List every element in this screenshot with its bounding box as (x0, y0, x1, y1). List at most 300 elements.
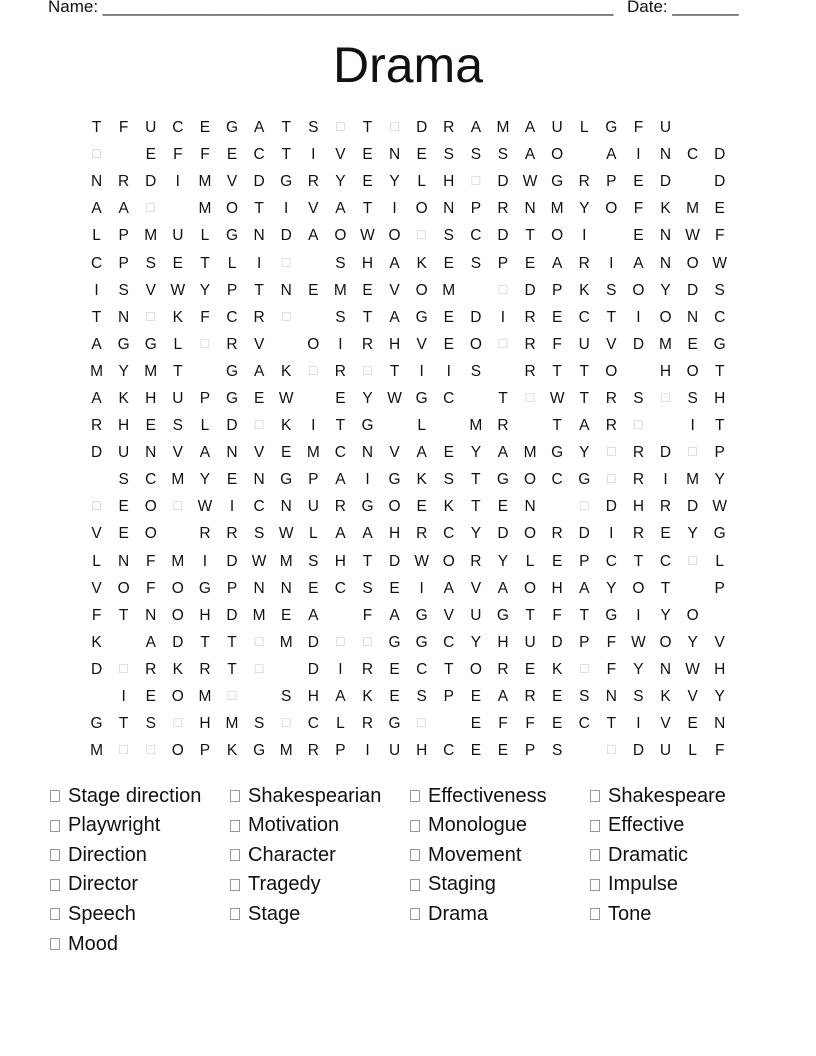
grid-letter: T (200, 254, 210, 272)
grid-letter: G (551, 444, 564, 462)
grid-letter: O (524, 525, 537, 543)
grid-letter: N (145, 606, 157, 624)
empty-box-glyph (679, 548, 706, 575)
grid-letter: T (525, 227, 535, 245)
grid-blank (598, 222, 625, 249)
grid-letter: O (524, 579, 537, 597)
grid-letter: A (497, 688, 509, 706)
grid-letter: V (145, 281, 156, 299)
word-label: Shakespeare (608, 784, 726, 807)
word-list-item[interactable] (50, 929, 118, 959)
word-list-item[interactable] (410, 781, 547, 811)
grid-letter: P (308, 471, 319, 489)
grid-letter: A (91, 200, 102, 218)
grid-letter: F (606, 660, 617, 678)
grid-letter: E (145, 146, 156, 164)
grid-letter: H (361, 254, 374, 272)
checkbox-icon[interactable] (590, 908, 600, 920)
grid-letter: O (415, 200, 428, 218)
grid-letter: C (687, 146, 699, 164)
grid-letter: E (551, 715, 563, 733)
grid-letter: D (687, 498, 699, 516)
grid-letter: A (497, 579, 509, 597)
grid-letter: S (714, 281, 725, 299)
grid-row (83, 358, 733, 385)
grid-letter: W (685, 227, 700, 245)
grid-letter: P (714, 579, 725, 597)
word-list-item[interactable] (230, 811, 339, 841)
grid-letter: S (470, 254, 482, 272)
empty-box-glyph (625, 412, 652, 439)
grid-letter: T (714, 362, 725, 380)
grid-letter: R (443, 119, 455, 137)
grid-letter: E (633, 173, 644, 191)
grid-letter: K (172, 308, 183, 326)
checkbox-icon[interactable] (590, 820, 600, 832)
word-label: Direction (68, 843, 147, 866)
word-list-item[interactable] (50, 840, 147, 870)
word-list-item[interactable] (230, 870, 321, 900)
checkbox-icon[interactable] (410, 820, 420, 832)
grid-row (83, 141, 733, 168)
grid-letter: E (443, 335, 454, 353)
grid-letter: R (416, 525, 428, 543)
grid-row (83, 493, 733, 520)
grid-letter: Y (362, 389, 373, 407)
grid-letter: U (470, 606, 482, 624)
grid-letter: I (284, 200, 289, 218)
word-list-item[interactable] (590, 811, 684, 841)
grid-letter: G (361, 498, 374, 516)
grid-letter: T (606, 308, 617, 326)
grid-letter: T (362, 119, 373, 137)
empty-box-glyph (273, 304, 300, 331)
grid-blank (625, 358, 652, 385)
word-label: Mood (68, 932, 119, 955)
grid-letter: D (714, 173, 726, 191)
grid-letter: K (551, 660, 563, 678)
word-list-item[interactable] (410, 840, 521, 870)
grid-letter: M (90, 362, 103, 380)
grid-letter: I (636, 308, 641, 326)
checkbox-icon[interactable] (50, 820, 60, 832)
grid-letter: I (690, 417, 695, 435)
grid-blank (300, 250, 327, 277)
grid-letter: P (443, 688, 454, 706)
grid-letter: E (281, 606, 292, 624)
grid-letter: G (496, 606, 509, 624)
grid-letter: F (118, 119, 129, 137)
grid-letter: D (632, 742, 645, 760)
grid-letter: I (338, 335, 343, 353)
grid-row (83, 385, 733, 412)
grid-letter: W (360, 227, 375, 245)
grid-letter: A (335, 688, 346, 706)
grid-letter: Y (579, 200, 590, 218)
grid-letter: V (253, 335, 265, 353)
word-label: Character (248, 843, 336, 866)
grid-letter: G (578, 471, 591, 489)
grid-letter: T (552, 362, 562, 380)
grid-letter: U (145, 119, 157, 137)
grid-letter: I (609, 525, 614, 543)
word-list-item[interactable] (50, 781, 201, 811)
grid-letter: I (121, 688, 126, 706)
grid-letter: E (687, 335, 698, 353)
grid-letter: D (497, 227, 509, 245)
grid-letter: T (118, 606, 129, 624)
grid-letter: N (90, 173, 103, 191)
grid-letter: M (279, 742, 293, 760)
grid-letter: E (362, 146, 373, 164)
grid-letter: O (171, 742, 184, 760)
grid-blank (273, 656, 300, 683)
grid-letter: R (361, 335, 374, 353)
grid-letter: G (90, 715, 103, 733)
grid-letter: V (389, 281, 400, 299)
grid-letter: S (118, 281, 129, 299)
grid-letter: G (713, 335, 726, 353)
grid-letter: W (631, 633, 646, 651)
grid-letter: E (660, 525, 671, 543)
checkbox-icon[interactable] (230, 790, 240, 802)
grid-letter: D (280, 227, 292, 245)
grid-letter: G (253, 742, 266, 760)
grid-letter: T (579, 362, 589, 380)
grid-letter: E (281, 444, 292, 462)
grid-letter: O (144, 525, 157, 543)
grid-letter: H (714, 660, 726, 678)
grid-letter: W (522, 173, 538, 191)
checkbox-icon[interactable] (230, 908, 240, 920)
grid-letter: F (498, 715, 508, 733)
grid-letter: K (579, 281, 590, 299)
grid-row (83, 412, 733, 439)
word-list-item[interactable] (50, 870, 138, 900)
grid-letter: M (198, 200, 212, 218)
grid-letter: T (606, 715, 617, 733)
grid-letter: Y (579, 444, 590, 462)
word-label: Tone (608, 902, 652, 925)
grid-letter: T (281, 119, 291, 137)
word-list-item[interactable] (410, 899, 488, 929)
empty-box-glyph (652, 385, 679, 412)
checkbox-icon[interactable] (50, 790, 60, 802)
empty-box-glyph (598, 439, 625, 466)
grid-letter: O (388, 227, 401, 245)
grid-letter: O (524, 471, 537, 489)
grid-letter: N (253, 471, 265, 489)
grid-letter: C (714, 308, 726, 326)
grid-letter: D (632, 335, 645, 353)
grid-letter: M (171, 471, 185, 489)
word-list-item[interactable] (590, 840, 688, 870)
word-list-item[interactable] (230, 840, 336, 870)
grid-letter: K (443, 498, 454, 516)
empty-box-glyph (83, 141, 110, 168)
grid-letter: P (199, 742, 211, 760)
grid-letter: M (252, 606, 266, 624)
grid-letter: R (199, 660, 211, 678)
word-label: Tragedy (248, 873, 321, 896)
grid-letter: U (172, 389, 184, 407)
word-label: Playwright (68, 814, 161, 837)
word-list-item[interactable] (50, 811, 160, 841)
checkbox-icon[interactable] (590, 879, 600, 891)
grid-letter: U (172, 227, 184, 245)
grid-letter: G (280, 471, 293, 489)
grid-blank (300, 385, 327, 412)
grid-letter: V (253, 444, 265, 462)
word-list-item[interactable] (590, 781, 726, 811)
grid-letter: A (416, 444, 427, 462)
grid-letter: E (308, 579, 319, 597)
checkbox-icon[interactable] (50, 849, 60, 861)
grid-letter: E (551, 552, 563, 570)
grid-letter: E (145, 688, 156, 706)
grid-letter: I (582, 227, 587, 245)
grid-blank (273, 331, 300, 358)
grid-letter: U (307, 498, 319, 516)
checkbox-icon[interactable] (590, 849, 600, 861)
grid-letter: H (307, 688, 319, 706)
grid-letter: A (308, 606, 319, 624)
grid-letter: F (200, 146, 210, 164)
grid-letter: V (714, 633, 725, 651)
grid-blank (517, 412, 544, 439)
grid-letter: S (335, 308, 346, 326)
grid-letter: T (227, 633, 237, 651)
grid-letter: O (605, 200, 618, 218)
grid-letter: C (443, 742, 455, 760)
grid-letter: O (171, 688, 184, 706)
grid-letter: C (90, 254, 103, 272)
grid-letter: S (470, 362, 482, 380)
grid-letter: E (714, 200, 725, 218)
grid-letter: P (118, 227, 129, 245)
grid-letter: I (419, 362, 424, 380)
empty-box-glyph (246, 629, 273, 656)
grid-letter: S (362, 579, 373, 597)
grid-letter: A (91, 335, 102, 353)
grid-letter: K (281, 417, 292, 435)
grid-letter: I (202, 552, 208, 570)
empty-box-glyph (83, 493, 110, 520)
grid-letter: G (415, 389, 428, 407)
grid-letter: G (496, 471, 509, 489)
grid-letter: O (686, 254, 699, 272)
grid-blank (544, 493, 571, 520)
grid-letter: V (443, 606, 454, 624)
checkbox-icon[interactable] (410, 908, 420, 920)
grid-letter: O (551, 146, 564, 164)
grid-letter: E (443, 444, 454, 462)
checkbox-icon[interactable] (410, 879, 420, 891)
checkbox-icon[interactable] (410, 790, 420, 802)
grid-letter: O (632, 281, 645, 299)
grid-letter: A (253, 362, 265, 380)
grid-letter: N (388, 146, 401, 164)
grid-letter: G (225, 389, 239, 407)
grid-letter: A (579, 417, 590, 435)
grid-letter: W (549, 389, 565, 407)
word-list-item[interactable] (230, 781, 381, 811)
grid-letter: F (525, 715, 535, 733)
checkbox-icon[interactable] (590, 790, 600, 802)
grid-blank (435, 412, 462, 439)
grid-letter: E (226, 146, 238, 164)
grid-letter: V (172, 444, 183, 462)
grid-letter: N (118, 308, 130, 326)
checkbox-icon[interactable] (230, 820, 240, 832)
grid-letter: K (172, 660, 183, 678)
grid-letter: O (442, 552, 455, 570)
grid-letter: K (281, 362, 292, 380)
grid-letter: R (632, 471, 645, 489)
grid-letter: S (281, 688, 292, 706)
grid-letter: U (578, 335, 590, 353)
grid-letter: W (278, 525, 294, 543)
checkbox-icon[interactable] (50, 879, 60, 891)
grid-letter: A (118, 200, 129, 218)
empty-box-glyph (489, 277, 516, 304)
grid-letter: R (307, 742, 319, 760)
grid-letter: U (659, 119, 672, 137)
grid-letter: D (659, 444, 672, 462)
grid-letter: C (253, 498, 265, 516)
name-field-line[interactable]: Name: ______________________________________________________ (48, 0, 614, 16)
grid-letter: O (469, 660, 482, 678)
grid-letter: T (525, 606, 535, 624)
grid-letter: R (90, 417, 103, 435)
grid-letter: D (90, 444, 103, 462)
grid-letter: E (416, 146, 427, 164)
empty-box-glyph (327, 629, 354, 656)
grid-letter: E (118, 525, 129, 543)
grid-blank (110, 141, 137, 168)
grid-blank (489, 358, 516, 385)
grid-letter: O (605, 362, 618, 380)
grid-letter: A (524, 119, 536, 137)
empty-box-glyph (137, 195, 164, 222)
grid-letter: N (659, 660, 672, 678)
grid-letter: C (578, 715, 590, 733)
grid-row (83, 602, 733, 629)
grid-letter: I (229, 498, 235, 516)
grid-letter: I (636, 146, 641, 164)
grid-letter: D (687, 281, 699, 299)
word-label: Speech (68, 902, 136, 925)
word-list-item[interactable] (590, 870, 678, 900)
empty-box-glyph (137, 737, 164, 764)
grid-letter: V (91, 579, 102, 597)
empty-box-glyph (354, 358, 381, 385)
checkbox-icon[interactable] (410, 849, 420, 861)
grid-letter: S (308, 552, 319, 570)
empty-box-glyph (246, 412, 273, 439)
word-list-item[interactable] (230, 899, 300, 929)
grid-letter: F (714, 227, 725, 245)
checkbox-icon[interactable] (50, 908, 60, 920)
grid-letter: I (365, 742, 370, 760)
grid-letter: M (523, 444, 537, 462)
grid-row (83, 114, 733, 141)
grid-letter: M (90, 742, 103, 760)
grid-letter: V (308, 200, 319, 218)
grid-letter: L (200, 227, 210, 245)
word-list-item[interactable] (410, 870, 496, 900)
word-list-item[interactable] (50, 899, 136, 929)
grid-letter: G (388, 633, 401, 651)
grid-letter: A (335, 200, 346, 218)
grid-letter: H (388, 335, 401, 353)
grid-letter: E (416, 498, 427, 516)
grid-blank (110, 629, 137, 656)
grid-letter: D (470, 308, 482, 326)
grid-letter: D (551, 633, 563, 651)
grid-letter: F (91, 606, 102, 624)
grid-letter: H (659, 362, 672, 380)
grid-letter: N (524, 498, 536, 516)
checkbox-icon[interactable] (230, 849, 240, 861)
grid-letter: R (226, 525, 238, 543)
empty-box-glyph (273, 710, 300, 737)
grid-letter: P (470, 200, 482, 218)
grid-row (83, 466, 733, 493)
word-label: Effective (608, 814, 685, 837)
grid-letter: N (226, 444, 238, 462)
grid-letter: N (118, 552, 130, 570)
checkbox-icon[interactable] (230, 879, 240, 891)
grid-letter: A (335, 471, 346, 489)
grid-letter: R (497, 417, 509, 435)
grid-letter: S (687, 389, 698, 407)
grid-letter: N (659, 254, 672, 272)
grid-letter: S (497, 146, 509, 164)
grid-letter: U (524, 633, 536, 651)
empty-box-glyph (300, 358, 327, 385)
grid-letter: L (417, 173, 426, 191)
grid-letter: S (633, 688, 644, 706)
grid-letter: W (170, 281, 186, 299)
empty-box-glyph (571, 493, 598, 520)
grid-letter: R (470, 552, 482, 570)
word-list-item[interactable] (590, 899, 651, 929)
grid-letter: V (226, 173, 238, 191)
word-list-item[interactable] (410, 811, 527, 841)
checkbox-icon[interactable] (50, 938, 60, 950)
grid-letter: O (144, 498, 157, 516)
grid-row (83, 195, 733, 222)
grid-letter: H (334, 552, 346, 570)
grid-letter: E (335, 389, 346, 407)
grid-letter: Y (470, 444, 482, 462)
grid-letter: W (685, 660, 700, 678)
grid-letter: A (470, 119, 482, 137)
grid-letter: S (443, 227, 454, 245)
grid-letter: M (550, 200, 564, 218)
grid-letter: P (551, 281, 563, 299)
grid-letter: D (714, 146, 726, 164)
date-field-line[interactable]: Date: _______ (627, 0, 739, 16)
grid-row (83, 222, 733, 249)
grid-letter: O (632, 579, 645, 597)
empty-box-glyph (517, 385, 544, 412)
grid-letter: T (335, 417, 346, 435)
grid-letter: K (118, 389, 129, 407)
grid-letter: S (633, 389, 644, 407)
grid-letter: M (279, 633, 293, 651)
